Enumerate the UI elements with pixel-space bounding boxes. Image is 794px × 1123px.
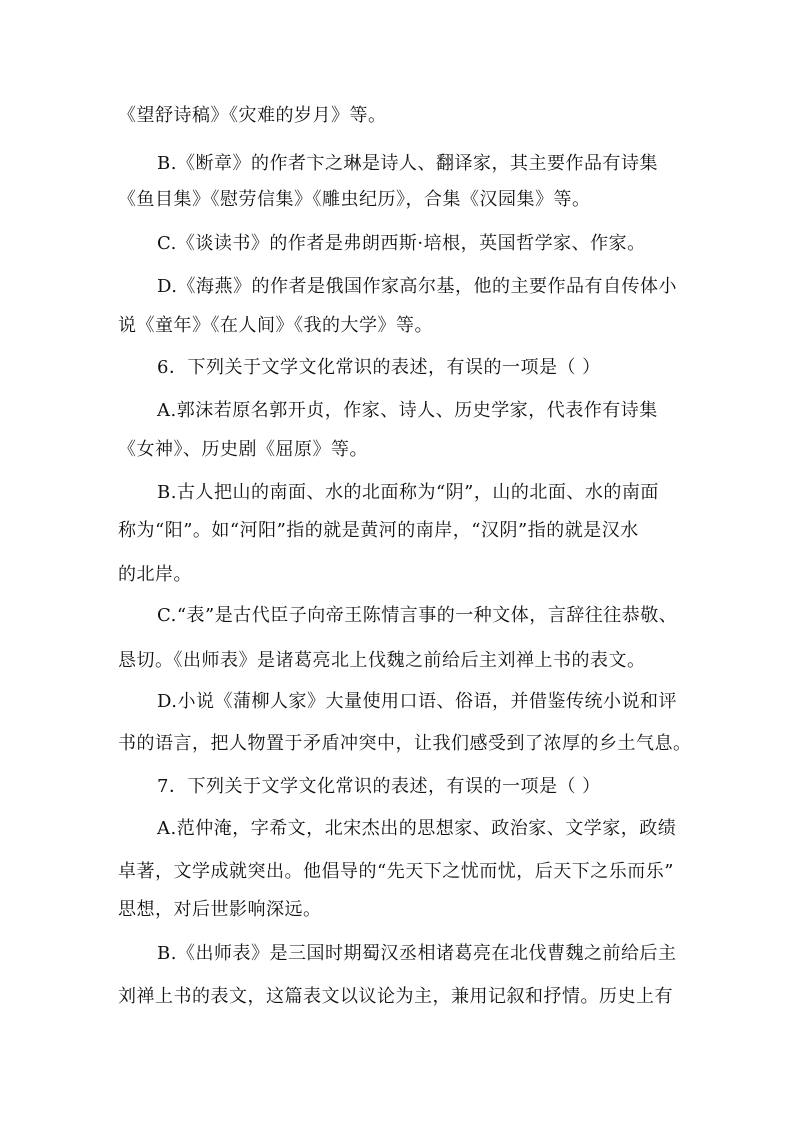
- text-line: 书的语言，把人物置于矛盾冲突中，让我们感受到了浓厚的乡土气息。: [118, 733, 692, 754]
- option-a-q7: A.范仲淹，字希文，北宋杰出的思想家、政治家、文学家，政绩: [157, 818, 677, 839]
- option-d-q6: D.小说《蒲柳人家》大量使用口语、俗语，并借鉴传统小说和评: [157, 691, 678, 712]
- text-line: 称为“阳”。如“河阳”指的就是黄河的南岸，“汉阴”指的就是汉水: [118, 520, 639, 541]
- option-d-q5: D.《海燕》的作者是俄国作家高尔基，他的主要作品有自传体小: [157, 276, 678, 297]
- text-line: 《望舒诗稿》《灾难的岁月》等。: [118, 105, 387, 126]
- text-line: 卓著，文学成就突出。他倡导的“先天下之忧而忧，后天下之乐而乐”: [118, 861, 674, 882]
- option-c-q6: C.“表”是古代臣子向帝王陈情言事的一种文体，言辞往往恭敬、: [157, 605, 678, 626]
- text-line: 的北岸。: [118, 564, 192, 585]
- option-a-q6: A.郭沫若原名郭开贞，作家、诗人、历史学家，代表作有诗集: [157, 400, 658, 421]
- text-line: 恳切。《出师表》是诸葛亮北上伐魏之前给后主刘禅上书的表文。: [118, 650, 646, 671]
- question-6: 6．下列关于文学文化常识的表述，有误的一项是（ ）: [157, 357, 601, 378]
- question-7: 7．下列关于文学文化常识的表述，有误的一项是（ ）: [157, 776, 601, 797]
- option-c-q5: C.《谈读书》的作者是弗朗西斯·培根，英国哲学家、作家。: [157, 233, 646, 254]
- option-b-q5: B.《断章》的作者卞之琳是诗人、翻译家，其主要作品有诗集: [157, 153, 658, 174]
- text-line: 说《童年》《在人间》《我的大学》等。: [118, 315, 433, 336]
- text-line: 刘禅上书的表文，这篇表文以议论为主，兼用记叙和抒情。历史上有: [118, 986, 673, 1007]
- option-b-q6: B.古人把山的南面、水的北面称为“阴”，山的北面、水的南面: [157, 482, 659, 503]
- text-line: 《女神》、历史剧《屈原》等。: [118, 439, 368, 460]
- text-line: 《鱼目集》《慰劳信集》《雕虫纪历》，合集《汉园集》等。: [118, 189, 591, 210]
- option-b-q7: B.《出师表》是三国时期蜀汉丞相诸葛亮在北伐曹魏之前给后主: [157, 943, 677, 964]
- text-line: 思想，对后世影响深远。: [118, 899, 322, 920]
